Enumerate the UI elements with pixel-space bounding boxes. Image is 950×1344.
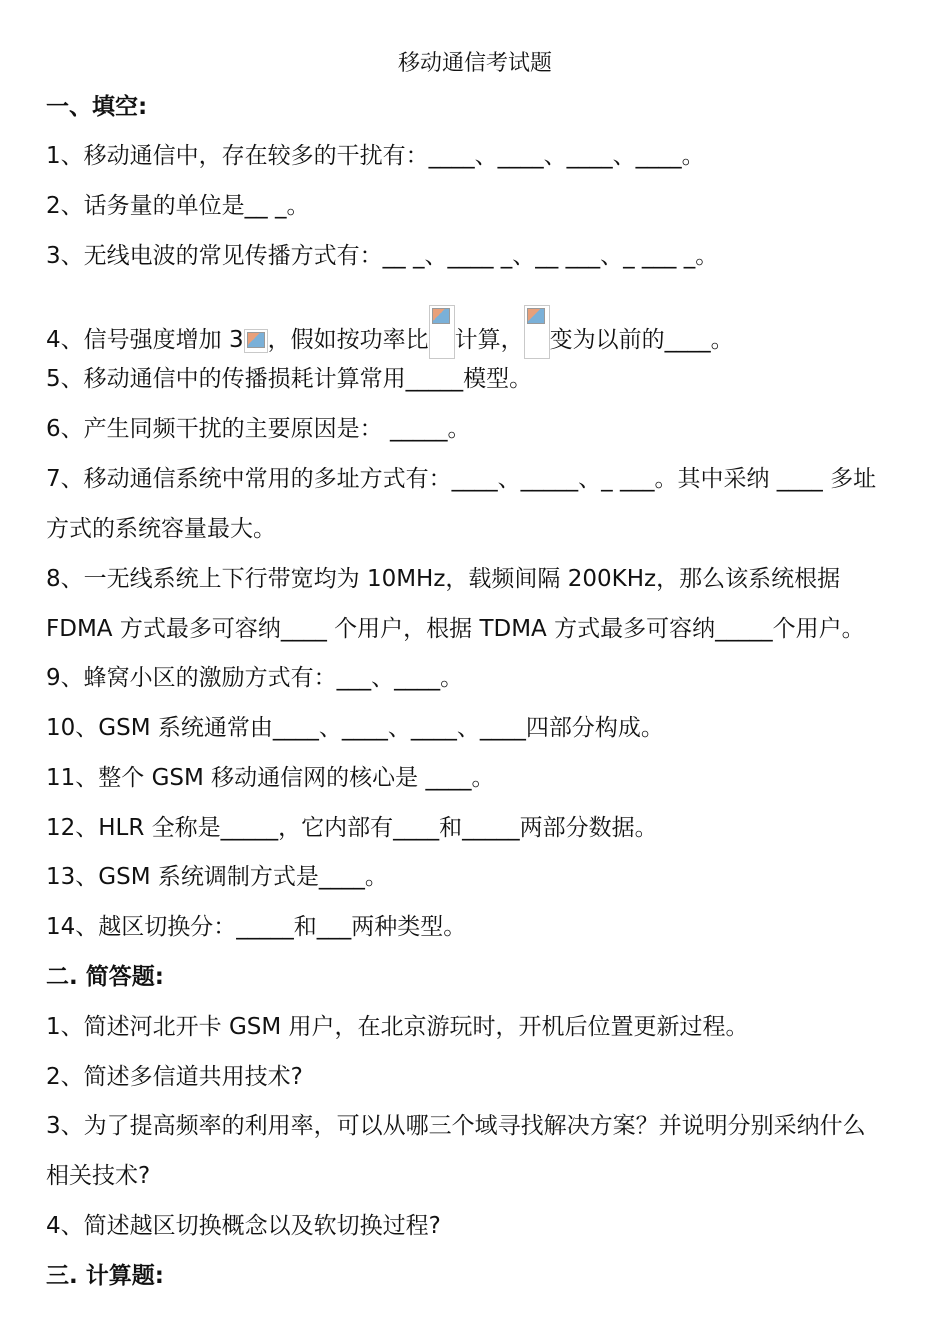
question-7-line-1: 7、移动通信系统中常用的多址方式有：____、_____、_ ___。其中采纳 ____ 多址 — [46, 466, 877, 492]
question-4-part-a: 4、信号强度增加 3 — [46, 327, 244, 353]
question-6: 6、产生同频干扰的主要原因是： _____。 — [46, 416, 471, 442]
question-2: 2、话务量的单位是__ _。 — [46, 193, 310, 219]
broken-image-icon — [524, 305, 550, 359]
question-12: 12、HLR 全称是_____，它内部有____和_____两部分数据。 — [46, 815, 658, 841]
section-fill-in-heading: 一、填空: — [46, 94, 148, 120]
question-4-part-c: 计算， — [454, 327, 524, 353]
question-8-line-1: 8、一无线系统上下行带宽均为 10MHz，载频间隔 200KHz，那么该系统根据 — [46, 566, 841, 592]
question-7-line-2: 方式的系统容量最大。 — [46, 516, 276, 542]
question-4-part-b: ，假如按功率比 — [267, 327, 429, 353]
question-1: 1、移动通信中，存在较多的干扰有：____、____、____、____。 — [46, 143, 705, 169]
short-answer-3-line-2: 相关技术? — [46, 1163, 151, 1189]
question-4 — [46, 305, 734, 359]
question-14: 14、越区切换分：_____和___两种类型。 — [46, 914, 467, 940]
question-5: 5、移动通信中的传播损耗计算常用_____模型。 — [46, 366, 533, 392]
short-answer-2: 2、简述多信道共用技术? — [46, 1064, 303, 1090]
short-answer-3-line-1: 3、为了提高频率的利用率，可以从哪三个域寻找解决方案？并说明分别采纳什么 — [46, 1113, 866, 1139]
question-8-line-2: FDMA 方式最多可容纳____ 个用户，根据 TDMA 方式最多可容纳_____个用户。 — [46, 616, 865, 642]
short-answer-1: 1、简述河北开卡 GSM 用户，在北京游玩时，开机后位置更新过程。 — [46, 1014, 749, 1040]
section-calculation-heading: 三. 计算题: — [46, 1263, 164, 1289]
question-10: 10、GSM 系统通常由____、____、____、____四部分构成。 — [46, 715, 664, 741]
broken-image-icon — [244, 329, 268, 353]
question-13: 13、GSM 系统调制方式是____。 — [46, 864, 388, 890]
broken-image-icon — [429, 305, 455, 359]
question-3: 3、无线电波的常见传播方式有：__ _、____ _、__ ___、_ ___ _。 — [46, 243, 719, 269]
document-title: 移动通信考试题 — [397, 51, 552, 76]
short-answer-4: 4、简述越区切换概念以及软切换过程? — [46, 1213, 441, 1239]
question-11: 11、整个 GSM 移动通信网的核心是 ____。 — [46, 765, 495, 791]
question-4-part-d: 变为以前的____。 — [549, 327, 734, 353]
question-9: 9、蜂窝小区的激励方式有：___、____。 — [46, 665, 464, 691]
section-short-answer-heading: 二. 简答题: — [46, 964, 164, 990]
